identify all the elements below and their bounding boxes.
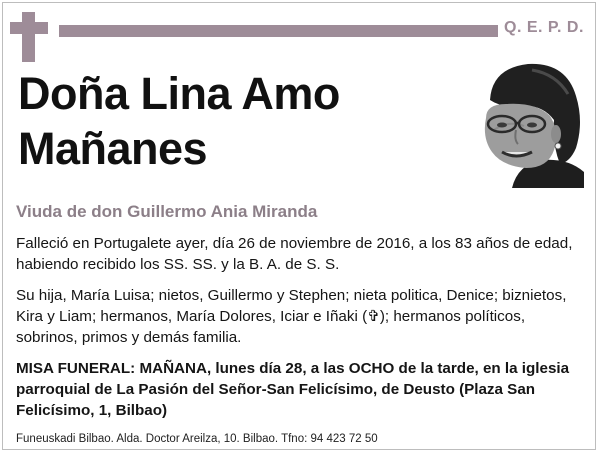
family-list: Su hija, María Luisa; nietos, Guillermo y Stephen; nieta politica, Denice; biznietos, Kira y Liam; hermanos, María Dolores, Iciar e Iñaki (✞); hermanos políticos, sobrinos, primos y demás familia. bbox=[16, 287, 567, 346]
funeral-mass-info: MISA FUNERAL: MAÑANA, lunes día 28, a las OCHO de la tarde, en la iglesia parroquial de La Pasión del Señor-San Felicísimo, de Deusto (Plaza San Felicísimo, 1, Bilbao) bbox=[16, 360, 570, 419]
death-announcement: Falleció en Portugalete ayer, día 26 de noviembre de 2016, a los 83 años de edad, habiendo recibido los SS. SS. y la B. A. de S. S. bbox=[16, 235, 573, 273]
funeral-home-footer: Funeuskadi Bilbao. Alda. Doctor Areilza, 10. Bilbao. Tfno: 94 423 72 50 bbox=[16, 433, 378, 445]
widow-subtitle: Viuda de don Guillermo Ania Miranda bbox=[16, 202, 318, 221]
deceased-name: Doña Lina Amo Mañanes bbox=[18, 68, 340, 174]
portrait-photo bbox=[472, 60, 584, 188]
rip-label: Q. E. P. D. bbox=[504, 19, 584, 36]
header-divider bbox=[59, 25, 498, 37]
